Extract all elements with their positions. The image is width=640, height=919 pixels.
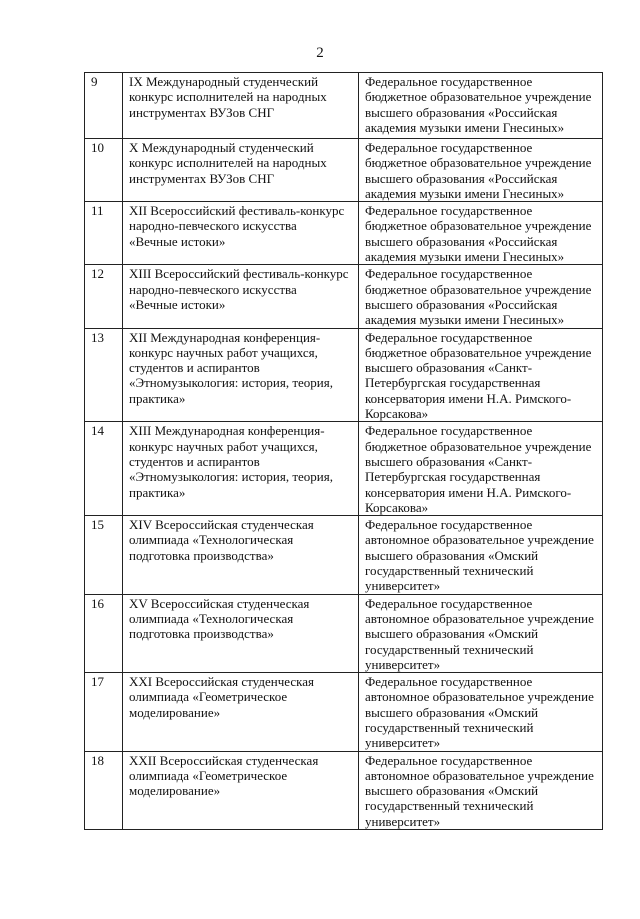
organizer-name: Федеральное государственное автономное образовательное учреждение высшего образования «Омский государственный технический университет» — [359, 751, 603, 829]
events-table — [84, 72, 603, 830]
organizer-name: Федеральное государственное бюджетное образовательное учреждение высшего образования «Российская академия музыки имени Гнесиных» — [359, 139, 603, 202]
row-number: 12 — [85, 265, 123, 328]
row-number: 14 — [85, 422, 123, 516]
row-number: 11 — [85, 202, 123, 265]
table-row — [85, 328, 603, 422]
event-name: XIII Международная конференция- конкурс научных работ учащихся, студентов и аспирантов «Этномузыкология: история, теория, практика» — [123, 422, 359, 516]
organizer-name: Федеральное государственное бюджетное образовательное учреждение высшего образования «Российская академия музыки имени Гнесиных» — [359, 265, 603, 328]
organizer-name: Федеральное государственное бюджетное образовательное учреждение высшего образования «Российская академия музыки имени Гнесиных» — [359, 202, 603, 265]
table-row — [85, 139, 603, 202]
event-name: XXI Всероссийская студенческая олимпиада «Геометрическое моделирование» — [123, 673, 359, 751]
page-number: 2 — [316, 45, 324, 61]
row-number: 10 — [85, 139, 123, 202]
event-name: XII Всероссийский фестиваль-конкурс народно-певческого искусства «Вечные истоки» — [123, 202, 359, 265]
event-name: XIV Всероссийская студенческая олимпиада «Технологическая подготовка производства» — [123, 516, 359, 594]
row-number: 17 — [85, 673, 123, 751]
event-name: X Международный студенческий конкурс исполнителей на народных инструментах ВУЗов СНГ — [123, 139, 359, 202]
event-name: XIII Всероссийский фестиваль-конкурс народно-певческого искусства «Вечные истоки» — [123, 265, 359, 328]
row-number: 9 — [85, 73, 123, 139]
table-row — [85, 594, 603, 672]
table-row — [85, 751, 603, 829]
organizer-name: Федеральное государственное бюджетное образовательное учреждение высшего образования «Российская академия музыки имени Гнесиных» — [359, 73, 603, 139]
organizer-name: Федеральное государственное автономное образовательное учреждение высшего образования «Омский государственный технический университет» — [359, 673, 603, 751]
event-name: XXII Всероссийская студенческая олимпиада «Геометрическое моделирование» — [123, 751, 359, 829]
table-row — [85, 673, 603, 751]
table-row — [85, 202, 603, 265]
event-name: IX Международный студенческий конкурс исполнителей на народных инструментах ВУЗов СНГ — [123, 73, 359, 139]
row-number: 15 — [85, 516, 123, 594]
organizer-name: Федеральное государственное бюджетное образовательное учреждение высшего образования «Санкт- Петербургская государственная консерватория имени Н.А. Римского- Корсакова» — [359, 328, 603, 422]
organizer-name: Федеральное государственное автономное образовательное учреждение высшего образования «Омский государственный технический университет» — [359, 594, 603, 672]
table-row — [85, 516, 603, 594]
row-number: 13 — [85, 328, 123, 422]
row-number: 16 — [85, 594, 123, 672]
organizer-name: Федеральное государственное бюджетное образовательное учреждение высшего образования «Санкт- Петербургская государственная консерватория имени Н.А. Римского- Корсакова» — [359, 422, 603, 516]
row-number: 18 — [85, 751, 123, 829]
event-name: XII Международная конференция- конкурс научных работ учащихся, студентов и аспирантов «Этномузыкология: история, теория, практика» — [123, 328, 359, 422]
event-name: XV Всероссийская студенческая олимпиада «Технологическая подготовка производства» — [123, 594, 359, 672]
table-row — [85, 422, 603, 516]
organizer-name: Федеральное государственное автономное образовательное учреждение высшего образования «Омский государственный технический университет» — [359, 516, 603, 594]
table-row — [85, 73, 603, 139]
table-row — [85, 265, 603, 328]
